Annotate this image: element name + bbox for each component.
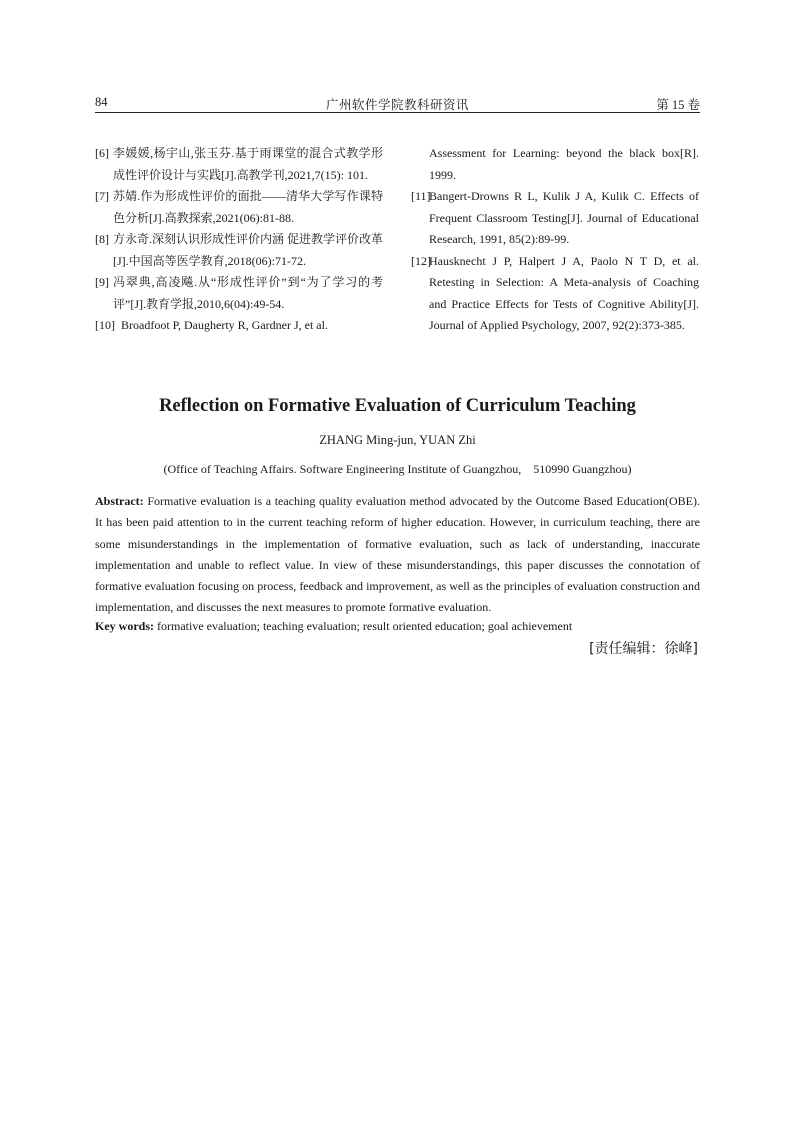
reference-continuation: [411, 143, 699, 186]
reference-text: Hausknecht J P, Halpert J A, Paolo N T D, et al. Retesting in Selection: A Meta-analysis of Coaching and Practice Effects for Tests of Cognitive Ability[J]. Journal of Applied Psychology, 2007, 92(2):373-385.: [429, 253, 699, 332]
reference-number: [9]: [95, 275, 109, 289]
running-header: [95, 92, 700, 113]
article-authors: ZHANG Ming-jun, YUAN Zhi: [319, 433, 476, 447]
reference-number: [11]: [411, 189, 431, 203]
reference-number: [12]: [411, 253, 431, 268]
reference-item: [95, 272, 383, 315]
reference-text: Broadfoot P, Daugherty R, Gardner J, et al.: [121, 318, 328, 332]
reference-number: [6]: [95, 146, 109, 160]
abstract-label: Abstract:: [95, 494, 144, 508]
reference-item: [95, 143, 383, 186]
article-affiliation: (Office of Teaching Affairs. Software Engineering Institute of Guangzhou, 510990 Guangzhou): [163, 462, 632, 476]
abstract-text: Formative evaluation is a teaching quality evaluation method advocated by the Outcome Based Education(OBE). It has been paid attention to in the current teaching reform of higher education. However, in curriculum teaching, there are some misunderstandings in the implementation of formative evaluation, such as lack of understanding, inaccurate implementation and unable to reflect value. In view of these misunderstandings, this paper discusses the connotation of formative evaluation focusing on process, feedback and improvement, as well as the principles of evaluation construction and implementation, and discusses the next measures to promote formative evaluation.: [95, 494, 701, 615]
article-title: Reflection on Formative Evaluation of Curriculum Teaching: [159, 396, 636, 416]
reference-text: 苏婧.作为形成性评价的面批——清华大学写作课特色分析[J].高教探索,2021(06):81-88.: [113, 189, 383, 225]
keywords-label: Key words:: [95, 619, 154, 633]
keywords-text: formative evaluation; teaching evaluation; result oriented education; goal achievement: [157, 619, 573, 633]
editor-note: [责任编辑：徐峰]: [589, 641, 698, 657]
reference-item: [411, 251, 699, 337]
reference-item: [95, 186, 383, 229]
reference-text: 冯翠典,高凌飚.从“形成性评价”到“为了学习的考评”[J].教育学报,2010,6(04):49-54.: [113, 275, 383, 311]
reference-text: Assessment for Learning: beyond the black box[R]. 1999.: [429, 146, 699, 182]
references-left-column: [95, 143, 383, 337]
keywords-line: [95, 619, 700, 634]
journal-title: 广州软件学院教科研资讯: [325, 98, 469, 112]
reference-text: Bangert-Drowns R L, Kulik J A, Kulik C. Effects of Frequent Classroom Testing[J]. Journal of Educational Research, 1991, 85(2):89-99.: [429, 189, 699, 246]
reference-number: [10]: [95, 318, 115, 332]
reference-text: 李媛媛,杨宇山,张玉芬.基于雨课堂的混合式教学形成性评价设计与实践[J].高教学刊,2021,7(15): 101.: [113, 146, 383, 182]
volume-label: 第 15 卷: [656, 98, 700, 112]
reference-item: [95, 315, 383, 337]
abstract-paragraph: [95, 491, 700, 619]
reference-number: [7]: [95, 189, 109, 203]
references-right-column: [411, 143, 699, 337]
reference-text: 方永奇.深刻认识形成性评价内涵 促进教学评价改革[J].中国高等医学教育,2018(06):71-72.: [113, 232, 384, 268]
reference-item: [95, 229, 383, 272]
reference-number: [8]: [95, 232, 109, 246]
page-number: 84: [95, 95, 108, 109]
reference-item: [411, 186, 699, 251]
